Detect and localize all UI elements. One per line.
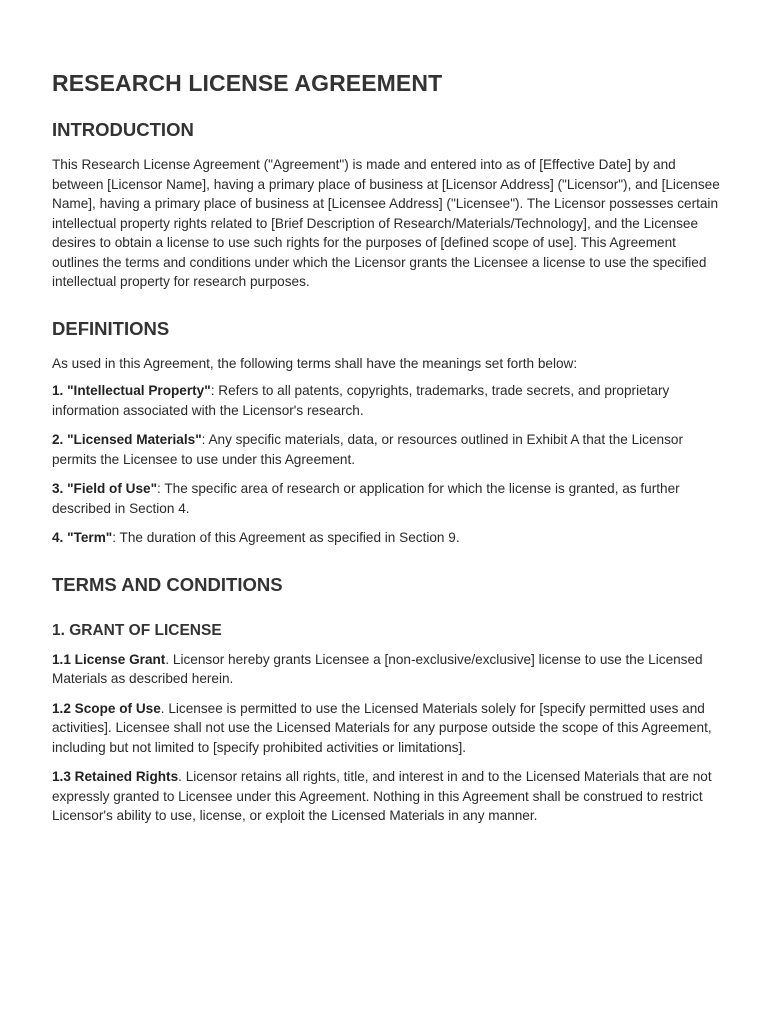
clause-label: 1.3 Retained Rights <box>52 769 179 784</box>
clause-item <box>52 650 720 689</box>
definition-item <box>52 381 720 420</box>
definition-text: : The duration of this Agreement as specified in Section 9. <box>112 530 460 545</box>
clause-text: . Licensor retains all rights, title, and interest in and to the Licensed Materials that are not expressly granted to Licensee under this Agreement. Nothing in this Agreement shall be construed to restrict Licensor's ability to use, license, or exploit the Licensed Materials in any manner. <box>52 769 712 823</box>
clause-text: . Licensee is permitted to use the Licensed Materials solely for [specify permitted uses and activities]. Licensee shall not use the Licensed Materials for any purpose outside the scope of this Agreement, including but not limited to [specify prohibited activities or limitations]. <box>52 700 712 755</box>
document-title: RESEARCH LICENSE AGREEMENT <box>52 70 443 96</box>
clause-text: . Licensor hereby grants Licensee a [non-exclusive/exclusive] license to use the Licensed Materials as described herein. <box>52 651 703 686</box>
definition-term: 1. "Intellectual Property" <box>52 383 211 398</box>
terms-heading: TERMS AND CONDITIONS <box>52 573 283 595</box>
introduction-paragraph: This Research License Agreement ("Agreement") is made and entered into as of [Effective Date] by and between [Licensor Name], having a primary place of business at [Licensor Address] ("Licensor"), and [Licensee Name], having a primary place of business at [Licensee Address] ("Licensee"). The Licensor possesses certain intellectual property rights related to [Brief Description of Research/Materials/Technology], and the Licensee desires to obtain a license to use such rights for the purposes of [defined scope of use]. This Agreement outlines the terms and conditions under which the Licensor grants the Licensee a license to use the specified intellectual property for research purposes. <box>52 157 720 289</box>
definition-item <box>52 528 720 548</box>
grant-of-license-heading: 1. GRANT OF LICENSE <box>52 621 222 639</box>
clause-label: 1.2 Scope of Use <box>52 700 161 716</box>
clause-item <box>52 767 720 826</box>
definition-text: : Refers to all patents, copyrights, trademarks, trade secrets, and proprietary information associated with the Licensor's research. <box>52 383 670 418</box>
definition-item <box>52 430 720 469</box>
definition-text: : The specific area of research or application for which the license is granted, as further described in Section 4. <box>52 481 680 516</box>
definition-term: 4. "Term" <box>52 530 113 545</box>
definition-item <box>52 479 720 518</box>
definition-term: 2. "Licensed Materials" <box>52 432 202 447</box>
definitions-heading: DEFINITIONS <box>52 317 170 339</box>
definition-text: : Any specific materials, data, or resources outlined in Exhibit A that the Licensor permits the Licensee to use under this Agreement. <box>52 432 683 467</box>
introduction-heading: INTRODUCTION <box>52 119 194 140</box>
clause-label: 1.1 License Grant <box>52 651 166 667</box>
definitions-lead: As used in this Agreement, the following terms shall have the meanings set forth below: <box>52 355 578 371</box>
definition-term: 3. "Field of Use" <box>52 481 158 496</box>
clause-item <box>52 699 720 758</box>
